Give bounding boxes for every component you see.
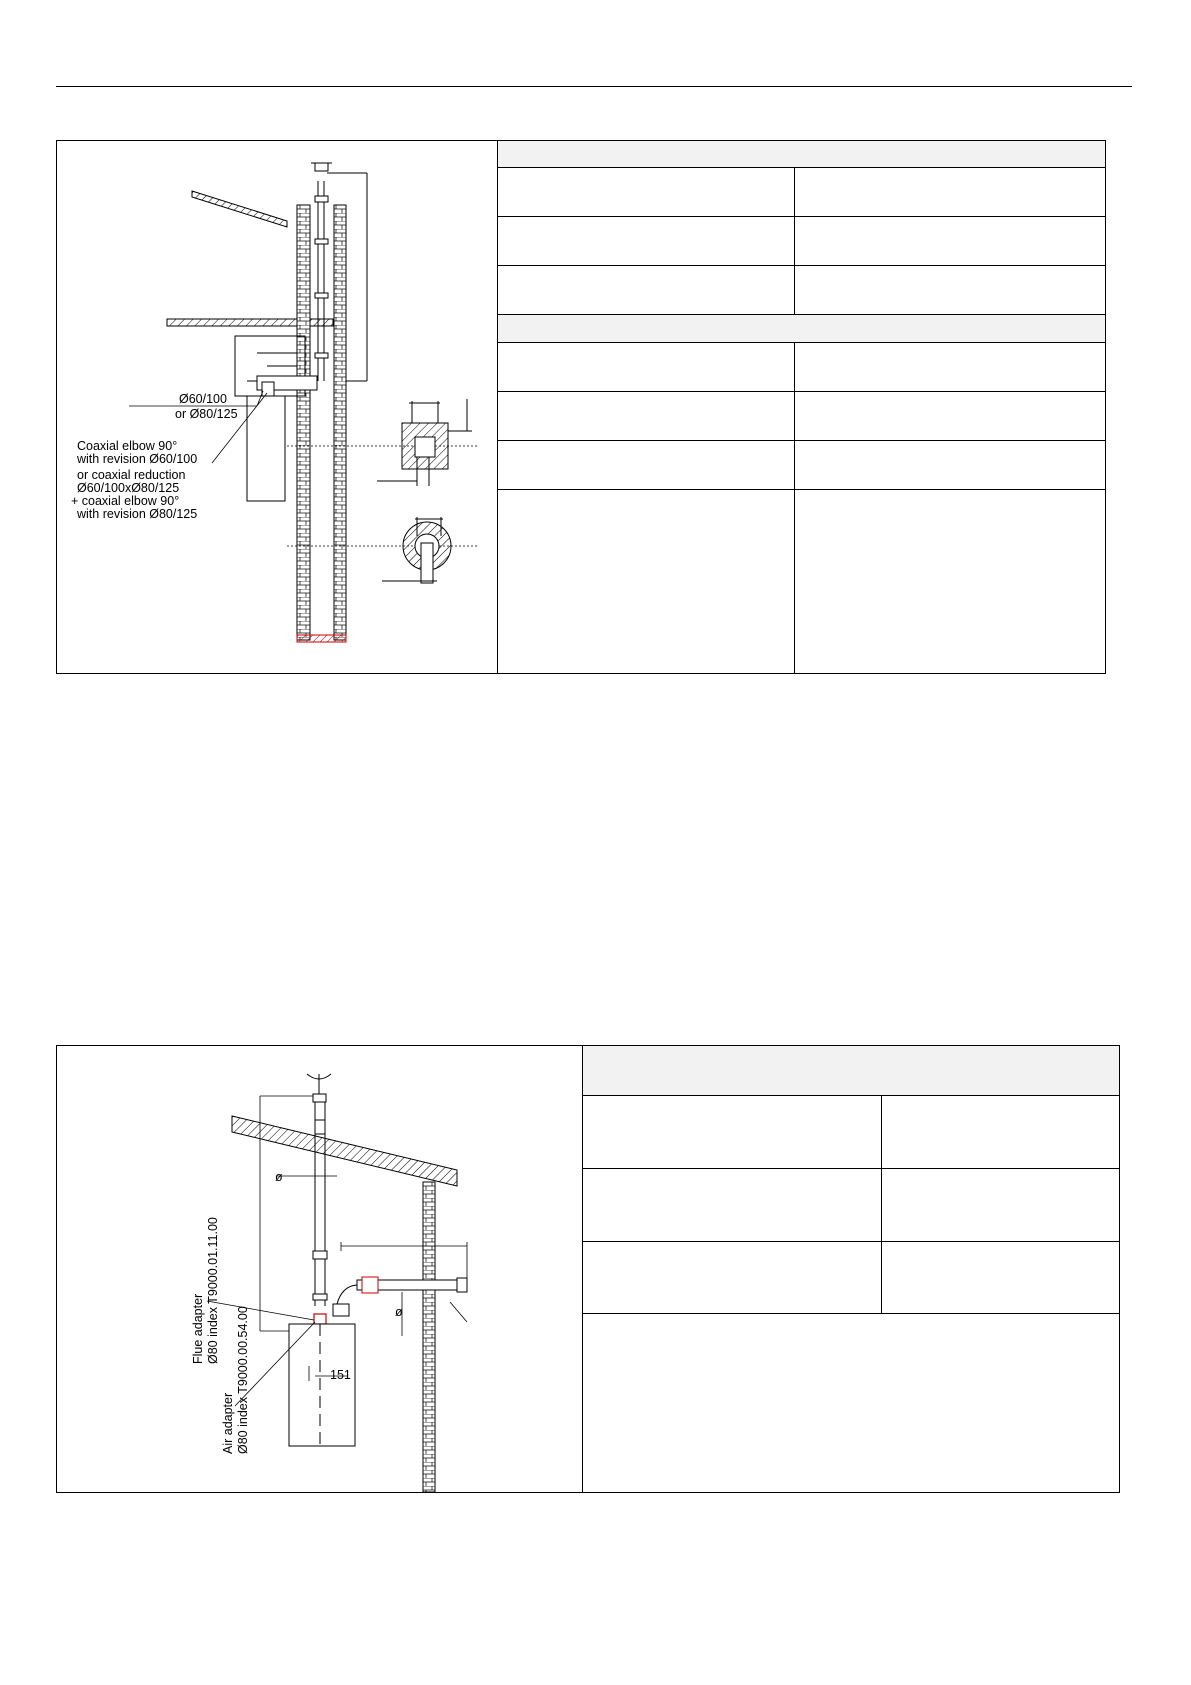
elbow-label-1: Coaxial elbow 90°: [77, 439, 178, 453]
roof-slope: [232, 1116, 457, 1186]
table-row: [583, 1169, 1119, 1242]
table-row: [498, 168, 1105, 217]
twin-pipe-drawing: [57, 1046, 582, 1492]
table-subheader-row: [498, 315, 1105, 343]
diameter-symbol-1: ø: [275, 1170, 283, 1184]
flue-configuration-panel-1: [56, 140, 1106, 674]
table-row: [583, 1242, 1119, 1314]
chimney-wall-left: [297, 205, 310, 640]
table-row: [498, 392, 1105, 441]
height-dimension: [327, 173, 367, 381]
diameter-label-main: Ø60/100: [179, 392, 227, 406]
chimney-base: [297, 635, 346, 642]
table-row: [583, 1096, 1119, 1169]
header-rule: [56, 86, 1132, 87]
chimney-coaxial-drawing: [57, 141, 497, 673]
flue-adapter-label-1: Flue adapter: [191, 1293, 205, 1364]
plus-elbow-label-2: with revision Ø80/125: [77, 507, 198, 521]
diameter-symbol-2: ø: [395, 1305, 403, 1319]
plus-elbow-label-1: + coaxial elbow 90°: [71, 494, 180, 508]
brick-wall: [423, 1182, 435, 1492]
spec-table-1: [497, 141, 1105, 673]
table-header-row: [498, 141, 1105, 168]
flue-adapter-marker: [314, 1314, 326, 1324]
boiler: [289, 1324, 355, 1446]
spec-table-2: [582, 1046, 1119, 1492]
table-header-row: [583, 1046, 1119, 1096]
elbow-label-2: with revision Ø60/100: [77, 452, 198, 466]
flue-pipe: [311, 163, 332, 381]
chimney-wall-right: [334, 205, 346, 640]
boiler: [235, 336, 305, 501]
table-row: [498, 441, 1105, 490]
air-adapter-label-1: Air adapter: [221, 1392, 235, 1454]
table-row: [498, 343, 1105, 392]
roof-slope: [192, 191, 287, 227]
air-adapter-label-2: Ø80 index T9000.00.54.00: [236, 1306, 250, 1454]
table-row: [498, 217, 1105, 266]
diameter-label-alt: or Ø80/125: [175, 407, 238, 421]
dimension-label-151: 151: [330, 1368, 351, 1382]
table-row: [498, 266, 1105, 315]
flue-adapter-label-2: Ø80 index T9000.01.11.00: [206, 1217, 220, 1364]
flue-configuration-panel-2: [56, 1045, 1120, 1493]
square-section-detail: [377, 399, 472, 486]
round-section-detail: [382, 517, 451, 583]
reduction-label-1: or coaxial reduction: [77, 468, 186, 482]
flue-terminal: [307, 1074, 331, 1134]
reduction-label-2: Ø60/100xØ80/125: [77, 481, 180, 495]
